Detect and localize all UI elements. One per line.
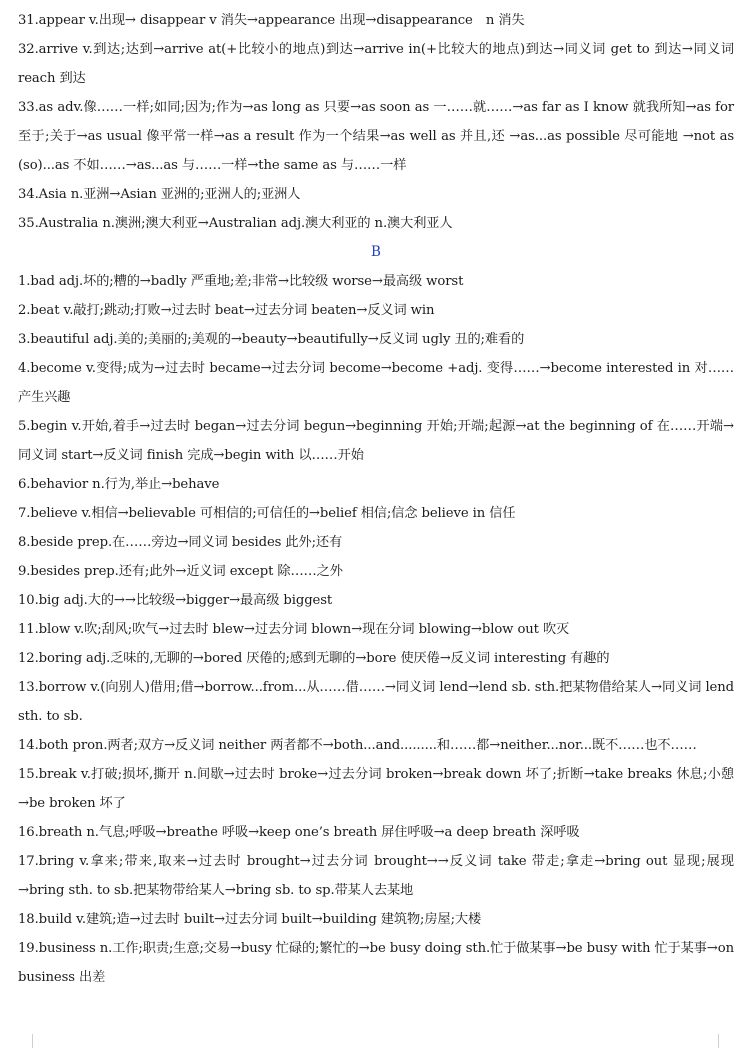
vocabulary-list: [18, 6, 734, 992]
entry-beautiful: 3.beautiful adj.美的;美丽的;美观的→beauty→beautifully→反义词 ugly 丑的;难看的: [18, 332, 525, 347]
entry-both: 14.both pron.两者;双方→反义词 neither 两者都不→both...and.........和……都→neither...nor...既不……也不……: [18, 738, 697, 753]
entry-business: 19.business n.工作;职责;生意;交易→busy 忙碌的;繁忙的→be busy doing sth.忙于做某事→be busy with 忙于某事→on business 出差: [18, 941, 734, 985]
entry-bad: 1.bad adj.坏的;糟的→badly 严重地;差;非常→比较级 worse→最高级 worst: [18, 274, 464, 289]
entry-boring: 12.boring adj.乏味的,无聊的→bored 厌倦的;感到无聊的→bore 使厌倦→反义词 interesting 有趣的: [18, 651, 610, 666]
page-corner-mark-right: [718, 1034, 733, 1048]
entry-blow: 11.blow v.吹;刮风;吹气→过去时 blew→过去分词 blown→现在分词 blowing→blow out 吹灭: [18, 622, 570, 637]
page-corner-mark-left: [18, 1034, 33, 1048]
entry-australia: 35.Australia n.澳洲;澳大利亚→Australian adj.澳大利亚的 n.澳大利亚人: [18, 216, 453, 231]
entry-breath: 16.breath n.气息;呼吸→breathe 呼吸→keep one’s breath 屏住呼吸→a deep breath 深呼吸: [18, 825, 580, 840]
entry-besides: 9.besides prep.还有;此外→近义词 except 除……之外: [18, 564, 343, 579]
entry-borrow: 13.borrow v.(向别人)借用;借→borrow...from...从……借……→同义词 lend→lend sb. sth.把某物借给某人→同义词 lend sth. to sb.: [18, 680, 734, 724]
entry-begin: 5.begin v.开始,着手→过去时 began→过去分词 begun→beginning 开始;开端;起源→at the beginning of 在……开端→同义词 start→反义词 finish 完成→begin with 以……开始: [18, 419, 734, 463]
entry-as: 33.as adv.像……一样;如同;因为;作为→as long as 只要→as soon as 一……就……→as far as I know 就我所知→as for 至于;关于→as usual 像平常一样→as a result 作为一个结果→as well as 并且,还 →as...as possible 尽可能地 →not as (so)...as 不如……→as...as 与……一样→the same as 与……一样: [18, 100, 734, 173]
entry-arrive: 32.arrive v.到达;达到→arrive at(+比较小的地点)到达→arrive in(+比较大的地点)到达→同义词 get to 到达→同义词 reach 到达: [18, 42, 734, 86]
entry-big: 10.big adj.大的→→比较级→bigger→最高级 biggest: [18, 593, 333, 608]
section-heading-b: B: [371, 244, 381, 260]
entry-asia: 34.Asia n.亚洲→Asian 亚洲的;亚洲人的;亚洲人: [18, 187, 301, 202]
entry-beside: 8.beside prep.在……旁边→同义词 besides 此外;还有: [18, 535, 343, 550]
entry-appear: 31.appear v.出现→ disappear v 消失→appearance 出现→disappearance n 消失: [18, 13, 525, 28]
entry-break: 15.break v.打破;损坏,撕开 n.间歇→过去时 broke→过去分词 broken→break down 坏了;折断→take breaks 休息;小憩→be broken 坏了: [18, 767, 734, 811]
entry-become: 4.become v.变得;成为→过去时 became→过去分词 become→become +adj. 变得……→become interested in 对……产生兴趣: [18, 361, 734, 405]
entry-behavior: 6.behavior n.行为,举止→behave: [18, 477, 220, 492]
entry-build: 18.build v.建筑;造→过去时 built→过去分词 built→building 建筑物;房屋;大楼: [18, 912, 482, 927]
entry-bring: 17.bring v.拿来;带来,取来→过去时 brought→过去分词 brought→→反义词 take 带走;拿走→bring out 显现;展现→bring sth. to sb.把某物带给某人→bring sb. to sp.带某人去某地: [18, 854, 734, 898]
entry-believe: 7.believe v.相信→believable 可相信的;可信任的→belief 相信;信念 believe in 信任: [18, 506, 516, 521]
entry-beat: 2.beat v.敲打;跳动;打败→过去时 beat→过去分词 beaten→反义词 win: [18, 303, 435, 318]
